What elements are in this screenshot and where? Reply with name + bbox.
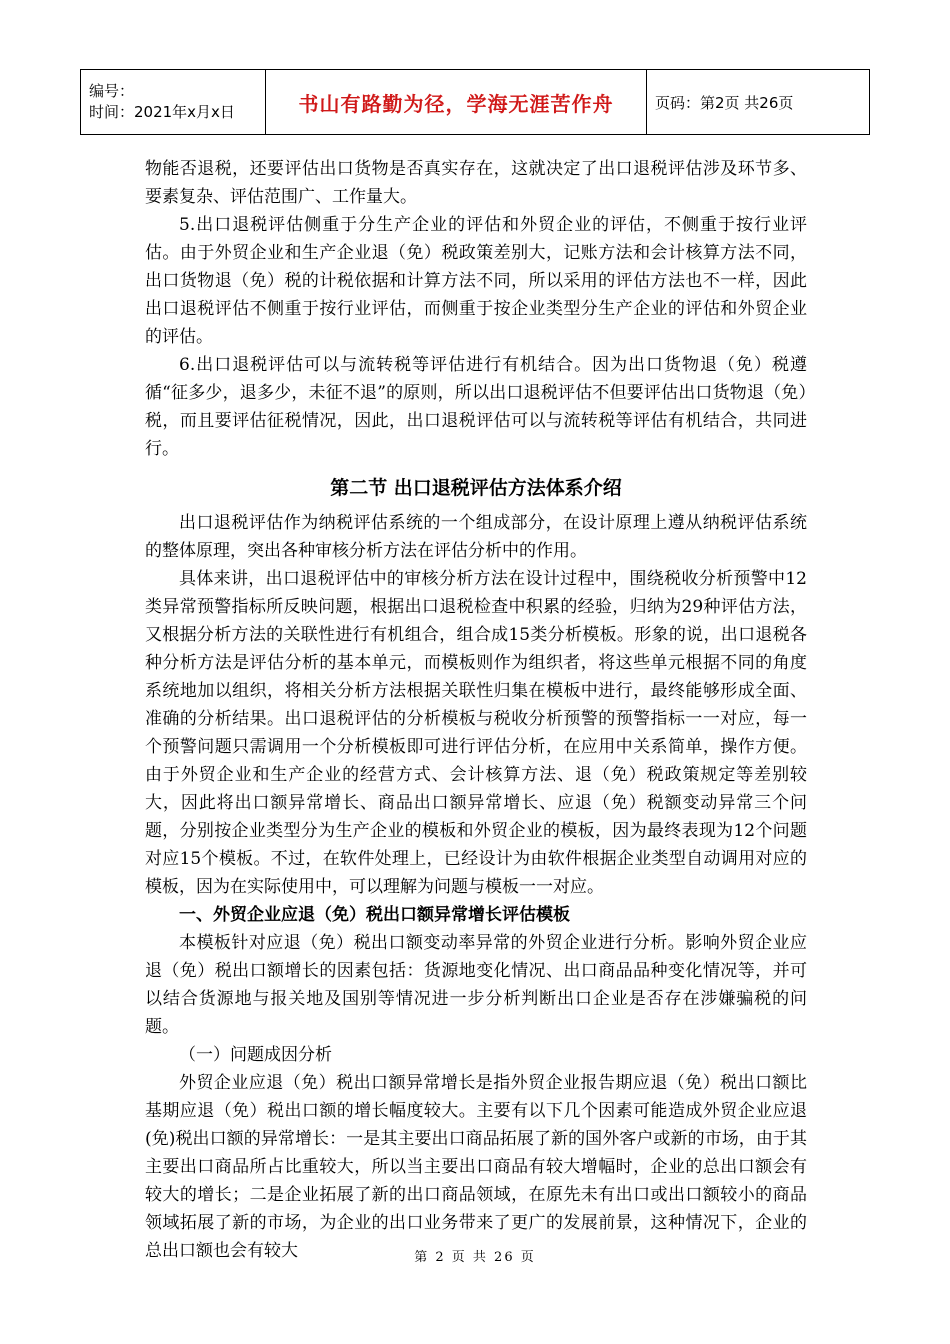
paragraph: 5.出口退税评估侧重于分生产企业的评估和外贸企业的评估，不侧重于按行业评估。由于外贸企业和生产企业退（免）税政策差别大，记账方法和会计核算方法不同，出口货物退（免）税的计税依据和计算方法不同，所以采用的评估方法也不一样，因此出口退税评估不侧重于按行业评估，而侧重于按企业类型分生产企业的评估和外贸企业的评估。 [145, 215, 807, 347]
number-label: 编号： [89, 82, 135, 100]
paragraph: 外贸企业应退（免）税出口额异常增长是指外贸企业报告期应退（免）税出口额比基期应退（免）税出口额的增长幅度较大。主要有以下几个因素可能造成外贸企业应退(免)税出口额的异常增长：一是其主要出口商品拓展了新的国外客户或新的市场，由于其主要出口商品所占比重较大，所以当主要出口商品有较大增幅时，企业的总出口额会有较大的增长；二是企业拓展了新的出口商品领域，在原先未有出口或出口额较小的商品领域拓展了新的市场，为企业的出口业务带来了更广的发展前景，这种情况下，企业的总出口额也会有较大 [145, 1073, 807, 1261]
motto-text: 书山有路勤为径，学海无涯苦作舟 [298, 91, 614, 116]
time-label: 时间：2021年x月x日 [89, 103, 235, 121]
subheading-analysis: （一）问题成因分析 [179, 1045, 332, 1065]
paragraph: 出口退税评估作为纳税评估系统的一个组成部分，在设计原理上遵从纳税评估系统的整体原理，突出各种审核分析方法在评估分析中的作用。 [145, 513, 807, 561]
document-body [145, 155, 807, 1265]
paragraph: 物能否退税，还要评估出口货物是否真实存在，这就决定了出口退税评估涉及环节多、要素复杂、评估范围广、工作量大。 [145, 159, 807, 207]
section-title: 第二节 出口退税评估方法体系介绍 [330, 477, 622, 499]
header-meta [81, 70, 266, 135]
document-header [80, 69, 870, 135]
page-info: 页码：第2页 共26页 [647, 70, 870, 135]
paragraph: 具体来讲，出口退税评估中的审核分析方法在设计过程中，围绕税收分析预警中12类异常预警指标所反映问题，根据出口退税检查中积累的经验，归纳为29种评估方法，又根据分析方法的关联性进行有机组合，组合成15类分析模板。形象的说，出口退税各种分析方法是评估分析的基本单元，而模板则作为组织者，将这些单元根据不同的角度系统地加以组织，将相关分析方法根据关联性归集在模板中进行，最终能够形成全面、准确的分析结果。出口退税评估的分析模板与税收分析预警的预警指标一一对应，每一个预警问题只需调用一个分析模板即可进行评估分析，在应用中关系简单，操作方便。由于外贸企业和生产企业的经营方式、会计核算方法、退（免）税政策规定等差别较大，因此将出口额异常增长、商品出口额异常增长、应退（免）税额变动异常三个问题，分别按企业类型分为生产企业的模板和外贸企业的模板，因为最终表现为12个问题对应15个模板。不过，在软件处理上，已经设计为由软件根据企业类型自动调用对应的模板，因为在实际使用中，可以理解为问题与模板一一对应。 [145, 569, 807, 897]
paragraph: 6.出口退税评估可以与流转税等评估进行有机结合。因为出口货物退（免）税遵循“征多少，退多少，未征不退”的原则，所以出口退税评估不但要评估出口货物退（免）税，而且要评估征税情况，因此，出口退税评估可以与流转税等评估有机结合，共同进行。 [145, 355, 807, 459]
page-footer: 第 2 页 共 26 页 [414, 1250, 536, 1265]
header-motto-cell [266, 70, 647, 135]
subheading: 一、外贸企业应退（免）税出口额异常增长评估模板 [179, 905, 570, 925]
paragraph: 本模板针对应退（免）税出口额变动率异常的外贸企业进行分析。影响外贸企业应退（免）税出口额增长的因素包括：货源地变化情况、出口商品品种变化情况等，并可以结合货源地与报关地及国别等情况进一步分析判断出口企业是否存在涉嫌骗税的问题。 [145, 933, 807, 1037]
